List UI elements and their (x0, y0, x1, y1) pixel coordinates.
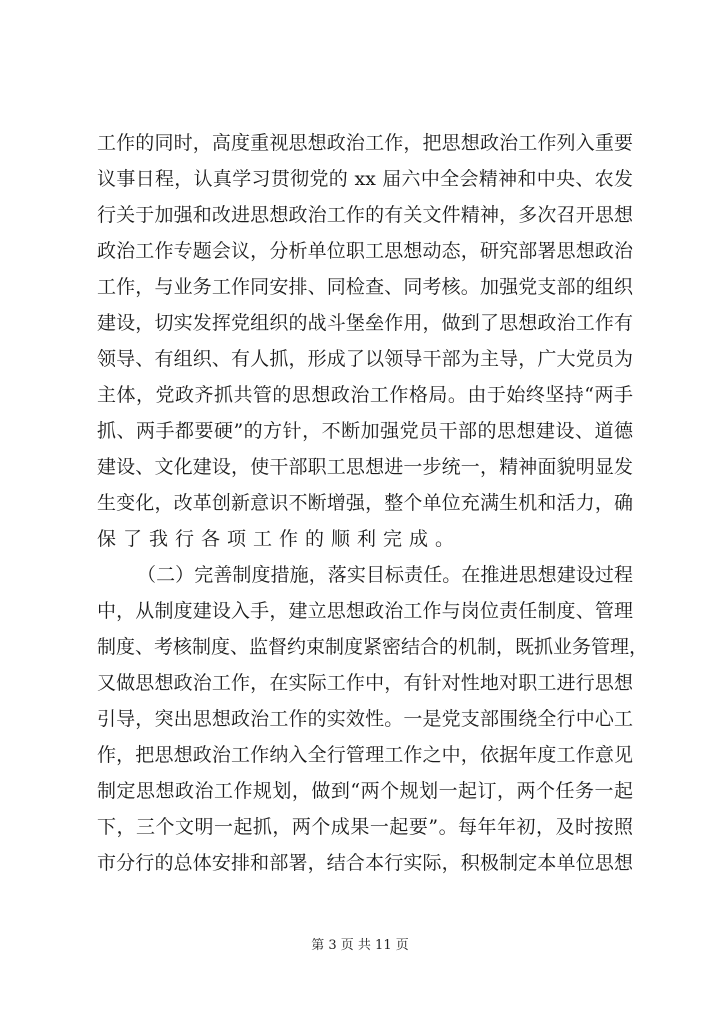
text-line: 工作，与业务工作同安排、同检查、同考核。加强党支部的组织 (97, 276, 633, 298)
document-body (97, 125, 649, 881)
text-line: 主体，党政齐抓共管的思想政治工作格局。由于始终坚持“两手 (97, 384, 633, 406)
text-line: 工作的同时，高度重视思想政治工作，把思想政治工作列入重要 (97, 132, 633, 154)
text-line: 制定思想政治工作规划，做到“两个规划一起订，两个任务一起 (97, 780, 633, 802)
paragraph-1 (97, 125, 633, 557)
text-line: 作，把思想政治工作纳入全行管理工作之中，依据年度工作意见 (97, 744, 633, 766)
text-line: 建设，切实发挥党组织的战斗堡垒作用，做到了思想政治工作有 (97, 312, 633, 334)
text-line: 行关于加强和改进思想政治工作的有关文件精神，多次召开思想 (97, 204, 633, 226)
text-line: 制度、考核制度、监督约束制度紧密结合的机制，既抓业务管理， (97, 636, 649, 658)
text-line: 政治工作专题会议，分析单位职工思想动态，研究部署思想政治 (97, 240, 633, 262)
text-line: 下，三个文明一起抓，两个成果一起要”。每年年初，及时按照 (97, 816, 633, 838)
text-line: 抓、两手都要硬”的方针，不断加强党员干部的思想建设、道德 (97, 420, 633, 442)
paragraph-2 (97, 557, 649, 881)
text-line: 建设、文化建设，使干部职工思想进一步统一，精神面貌明显发 (97, 456, 633, 478)
text-line: 议事日程，认真学习贯彻党的 xx 届六中全会精神和中央、农发 (97, 168, 633, 190)
text-line: 生变化，改革创新意识不断增强，整个单位充满生机和活力，确 (97, 492, 633, 514)
page-number-footer: 第 3 页 共 11 页 (311, 938, 409, 953)
section-heading-line: （二）完善制度措施，落实目标责任。在推进思想建设过程 (137, 564, 633, 586)
text-line: 市分行的总体安排和部署，结合本行实际，积极制定本单位思想 (97, 852, 633, 874)
text-line: 又做思想政治工作，在实际工作中，有针对性地对职工进行思想 (97, 672, 633, 694)
text-line: 中，从制度建设入手，建立思想政治工作与岗位责任制度、管理 (97, 600, 633, 622)
text-line: 领导、有组织、有人抓，形成了以领导干部为主导，广大党员为 (97, 348, 633, 370)
text-line: 引导，突出思想政治工作的实效性。一是党支部围绕全行中心工 (97, 708, 633, 730)
text-line: 保了我行各项工作的顺利完成。 (97, 528, 462, 550)
